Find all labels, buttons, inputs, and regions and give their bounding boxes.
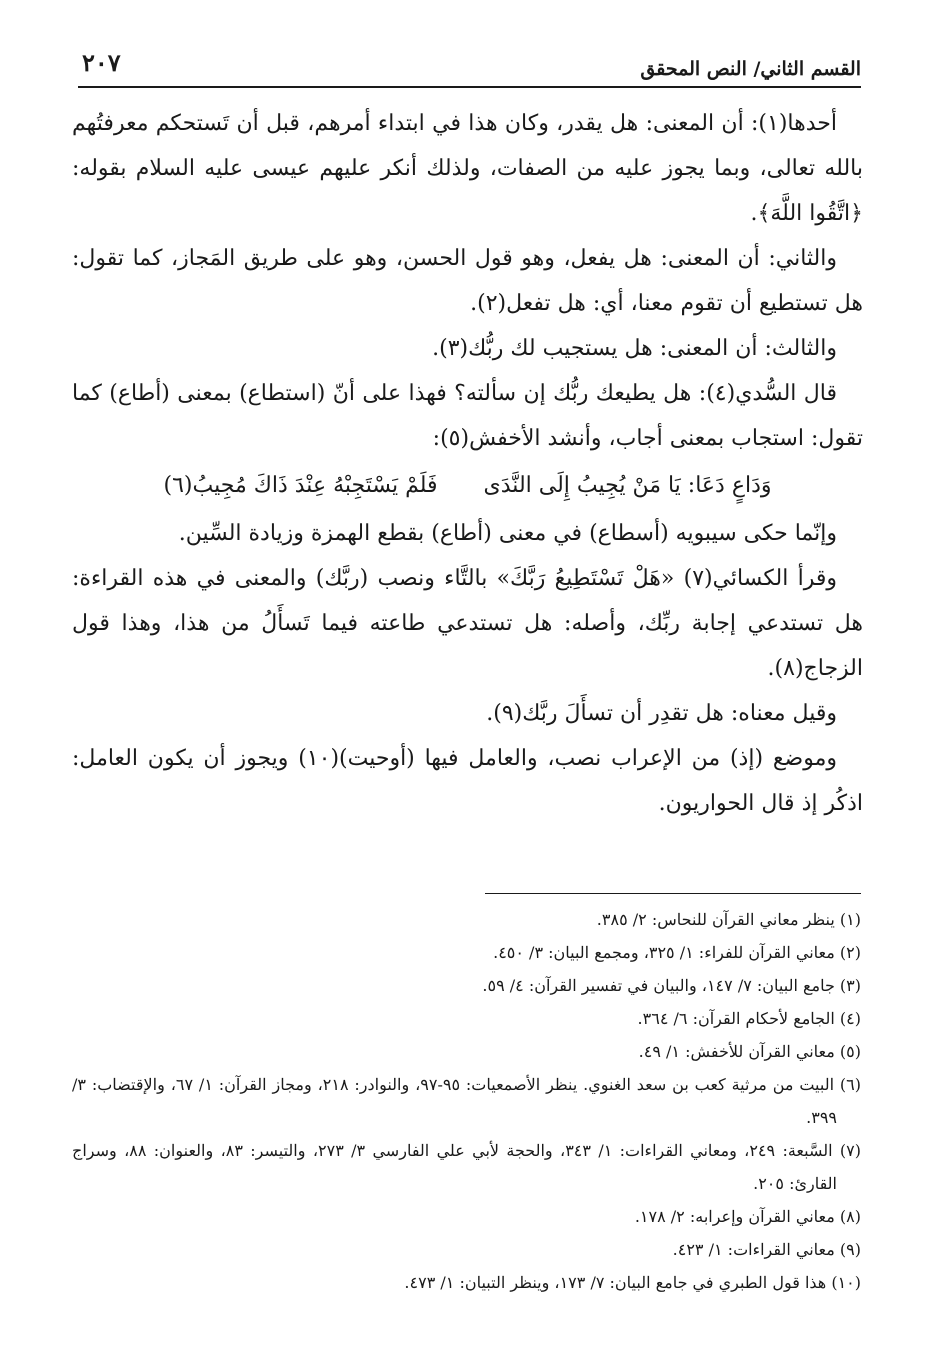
footnotes	[72, 903, 861, 1299]
footnote-item: (٥) معاني القرآن للأخفش: ١/ ٤٩.	[638, 1042, 861, 1061]
footnote-item: (٩) معاني القراءات: ١/ ٤٢٣.	[672, 1240, 861, 1259]
section-title: القسم الثاني/ النص المحقق	[640, 58, 861, 80]
header-rule	[78, 86, 861, 88]
running-header	[78, 40, 861, 80]
paragraph-second-opinion: والثاني: أن المعنى: هل يفعل، وهو قول الحسن، وهو على طريق المَجاز، كما تقول: هل تستطيع أن تقوم معنا، أي: هل تفعل(٢).	[72, 246, 863, 316]
footnote-item: (٨) معاني القرآن وإعرابه: ٢/ ١٧٨.	[634, 1207, 861, 1226]
paragraph-third-opinion: والثالث: أن المعنى: هل يستجيب لك ربُّك(٣).	[432, 336, 837, 361]
paragraph-grammar: وموضع (إذ) من الإعراب نصب، والعامل فيها (أوحيت)(١٠) ويجوز أن يكون العامل: اذكُر إذ قال الحواريون.	[72, 746, 863, 816]
footnote-item: (٤) الجامع لأحكام القرآن: ٦/ ٣٦٤.	[637, 1009, 861, 1028]
footnote-rule	[485, 893, 861, 894]
footnote-item: (٢) معاني القرآن للفراء: ١/ ٣٢٥، ومجمع البيان: ٣/ ٤٥٠.	[493, 943, 861, 962]
paragraph-sibawayh: وإنّما حكى سيبويه (أسطاع) في معنى (أطاع) بقطع الهمزة وزيادة السِّين.	[178, 521, 837, 546]
poetry-verse	[72, 461, 863, 511]
footnote-item: (١) ينظر معاني القرآن للنحاس: ٢/ ٣٨٥.	[596, 910, 861, 929]
footnote-item: (٣) جامع البيان: ٧/ ١٤٧، والبيان في تفسير القرآن: ٤/ ٥٩.	[482, 976, 861, 995]
paragraph-first-opinion: أحدها(١): أن المعنى: هل يقدر، وكان هذا في ابتداء أمرهم، قبل أن تَستحكم معرفتُهم بالله تعالى، وبما يجوز عليه من الصفات، ولذلك أنكر عليهم عيسى عليه السلام بقوله: ﴿اتَّقُوا اللَّهَ﴾.	[72, 111, 863, 226]
verse-first-hemistich: وَدَاعٍ دَعَا: يَا مَنْ يُجِيبُ إِلَى النَّدَى	[483, 473, 772, 498]
verse-second-hemistich: فَلَمْ يَسْتَجِبْهُ عِنْدَ ذَاكَ مُجِيبُ(٦)	[163, 473, 438, 498]
main-text	[72, 101, 863, 826]
page-number: ٢٠٧	[82, 48, 121, 77]
footnote-item: (٧) السَّبعة: ٢٤٩، ومعاني القراءات: ١/ ٣٤٣، والحجة لأبي علي الفارسي ٣/ ٢٧٣، والتيسر: ٨٣، والعنوان: ٨٨، وسراج القارئ: ٢٠٥.	[72, 1141, 862, 1193]
paragraph-kisai: وقرأ الكسائي(٧) «هَلْ تَسْتَطِيعُ رَبَّكَ» بالتَّاء ونصب (ربَّك) والمعنى في هذه القراءة: هل تستدعي إجابة ربِّك، وأصله: هل تستدعي طاعته فيما تَسأَلُ من هذا، وهذا قول الزجاج(٨).	[72, 566, 863, 681]
footnote-item: (١٠) هذا قول الطبري في جامع البيان: ٧/ ١٧٣، وينظر التبيان: ١/ ٤٧٣.	[404, 1273, 861, 1292]
paragraph-alternative-meaning: وقيل معناه: هل تقدِر أن تسأَلَ ربَّك(٩).	[486, 701, 837, 726]
footnote-item: (٦) البيت من مرثية كعب بن سعد الغنوي. ينظر الأصمعيات: ٩٥-٩٧، والنوادر: ٢١٨، ومجاز القرآن: ١/ ٦٧، والإقتضاب: ٣/ ٣٩٩.	[72, 1075, 861, 1127]
paragraph-suddi: قال السُّدي(٤): هل يطيعك ربُّك إن سألته؟ فهذا على أنّ (استطاع) بمعنى (أطاع) كما تقول: استجاب بمعنى أجاب، وأنشد الأخفش(٥):	[72, 381, 863, 451]
